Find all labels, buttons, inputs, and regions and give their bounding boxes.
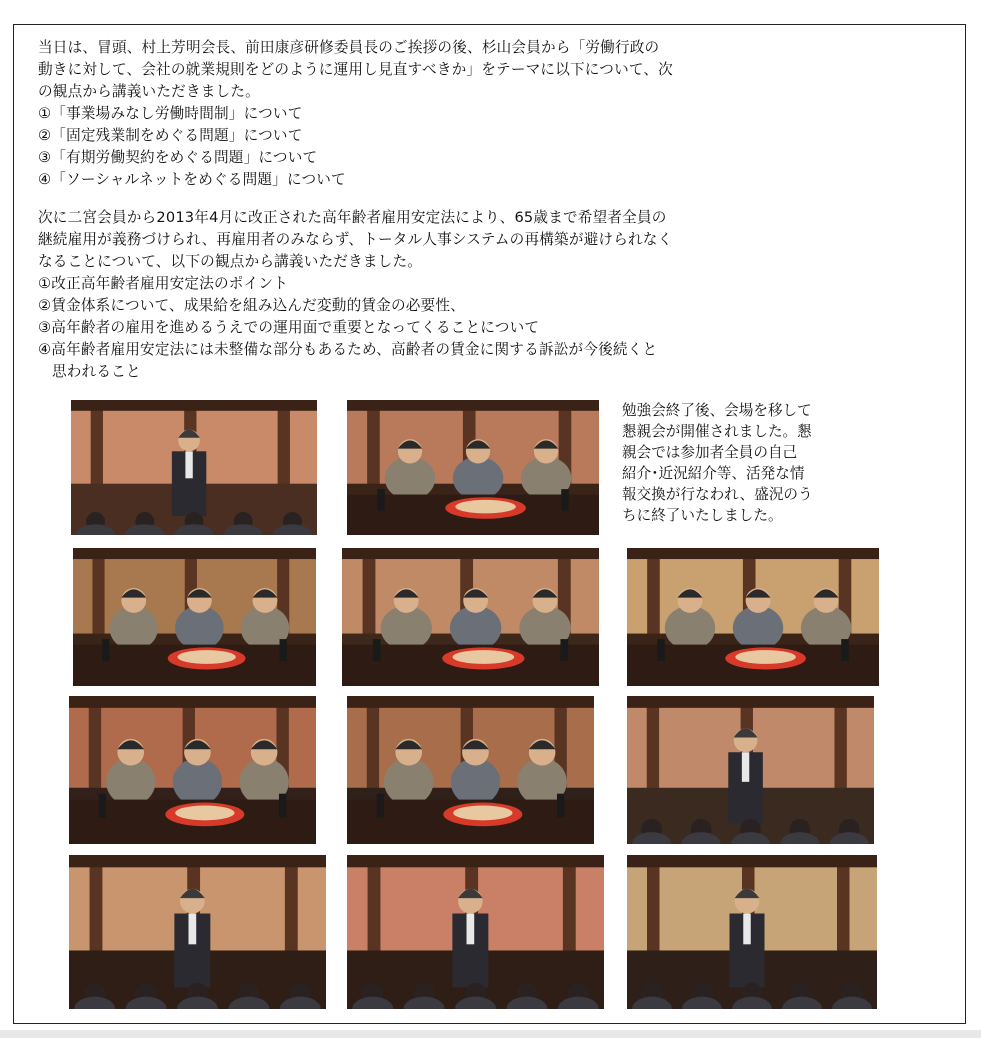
text-line: 懇親会が開催されました。懇 (622, 423, 812, 440)
intro-paragraph (38, 37, 938, 191)
list-item: ①改正高年齢者雇用安定法のポイント (38, 275, 288, 292)
text-line: 継続雇用が義務づけられ、再雇用者のみならず、トータル人事システムの再構築が避けられなく (38, 231, 673, 248)
photo (627, 548, 879, 686)
list-item: ③高年齢者の雇用を進めるうえでの運用面で重要となってくることについて (38, 319, 540, 336)
photo (69, 855, 326, 1009)
list-item: ②賃金体系について、成果給を組み込んだ変動的賃金の必要性、 (38, 297, 465, 314)
text-line: 当日は、冒頭、村上芳明会長、前田康彦研修委員長のご挨拶の後、杉山会員から「労働行政の (38, 39, 660, 56)
photo (342, 548, 599, 686)
text-line: の観点から講義いただきました。 (38, 83, 260, 100)
text-line: 紹介･近況紹介等、活発な情 (622, 465, 805, 482)
list-item: ④「ソーシャルネットをめぐる問題」について (38, 171, 346, 188)
text-line: なることについて、以下の観点から講義いただきました。 (38, 253, 423, 270)
list-item: ③「有期労働契約をめぐる問題」について (38, 149, 318, 166)
photo (73, 548, 316, 686)
text-line: 親会では参加者全員の自己 (622, 444, 798, 461)
second-paragraph (38, 207, 938, 383)
photo (347, 400, 599, 535)
photo (627, 696, 874, 844)
text-line: ちに終了いたしました。 (622, 507, 783, 524)
list-item: ②「固定残業制をめぐる問題」について (38, 127, 303, 144)
list-item: ④高年齢者雇用安定法には未整備な部分もあるため、高齢者の賃金に関する訴訟が今後続くと (38, 341, 658, 358)
bottom-strip (0, 1030, 981, 1038)
text-line: 勉強会終了後、会場を移して (622, 402, 812, 419)
photo (627, 855, 877, 1009)
text-line: 動きに対して、会社の就業規則をどのように運用し見直すべきか」をテーマに以下について、次 (38, 61, 673, 78)
photo (71, 400, 317, 535)
text-line: 報交換が行なわれ、盛況のう (622, 486, 813, 503)
photo (347, 855, 604, 1009)
text-line: 次に二宮会員から2013年4月に改正された高年齢者雇用安定法により、65歳まで希望者全員の (38, 209, 667, 226)
list-item: ①「事業場みなし労働時間制」について (38, 105, 303, 122)
photo (69, 696, 316, 844)
article-frame (13, 24, 966, 1024)
party-note (622, 400, 882, 526)
list-item-continuation: 思われること (52, 363, 141, 380)
photo (347, 696, 594, 844)
